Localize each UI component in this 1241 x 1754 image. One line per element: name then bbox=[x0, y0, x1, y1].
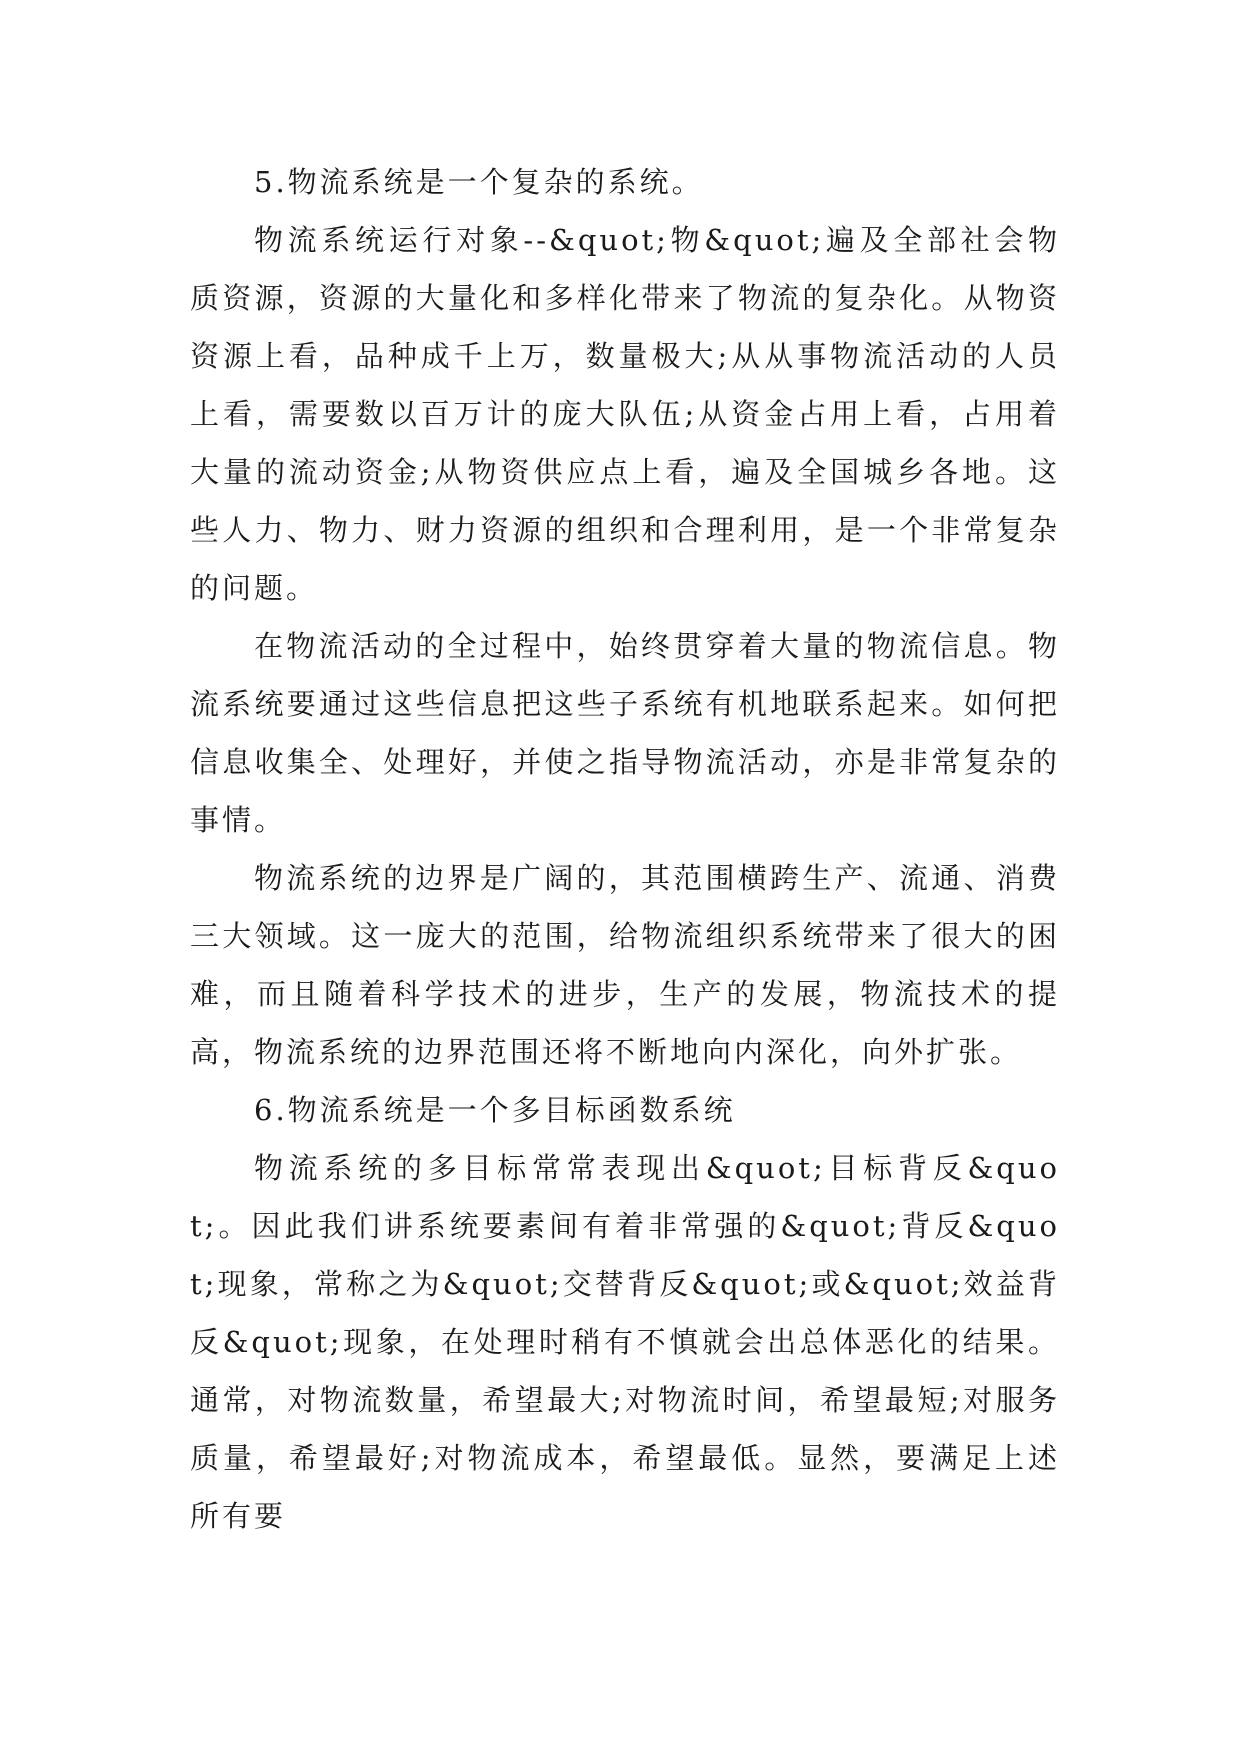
document-body bbox=[190, 153, 1060, 1545]
paragraph-1: 物流系统运行对象--&quot;物&quot;遍及全部社会物质资源，资源的大量化和多样化带来了物流的复杂化。从物资资源上看，品种成千上万，数量极大;从从事物流活动的人员上看，需要数以百万计的庞大队伍;从资金占用上看，占用着大量的流动资金;从物资供应点上看，遍及全国城乡各地。这些人力、物力、财力资源的组织和合理利用，是一个非常复杂的问题。 bbox=[190, 223, 1060, 605]
paragraph-3: 物流系统的边界是广阔的，其范围横跨生产、流通、消费三大领域。这一庞大的范围，给物流组织系统带来了很大的困难，而且随着科学技术的进步，生产的发展，物流技术的提高，物流系统的边界范围还将不断地向内深化，向外扩张。 bbox=[190, 861, 1060, 1069]
section-heading-6: 6.物流系统是一个多目标函数系统 bbox=[254, 1093, 736, 1127]
section-heading-5: 5.物流系统是一个复杂的系统。 bbox=[254, 165, 704, 199]
paragraph-4: 物流系统的多目标常常表现出&quot;目标背反&quot;。因此我们讲系统要素间有着非常强的&quot;背反&quot;现象，常称之为&quot;交替背反&quot;或&quot;效益背反&quot;现象，在处理时稍有不慎就会出总体恶化的结果。通常，对物流数量，希望最大;对物流时间，希望最短;对服务质量，希望最好;对物流成本，希望最低。显然，要满足上述所有要 bbox=[190, 1151, 1060, 1533]
paragraph-2: 在物流活动的全过程中，始终贯穿着大量的物流信息。物流系统要通过这些信息把这些子系统有机地联系起来。如何把信息收集全、处理好，并使之指导物流活动，亦是非常复杂的事情。 bbox=[190, 629, 1060, 837]
